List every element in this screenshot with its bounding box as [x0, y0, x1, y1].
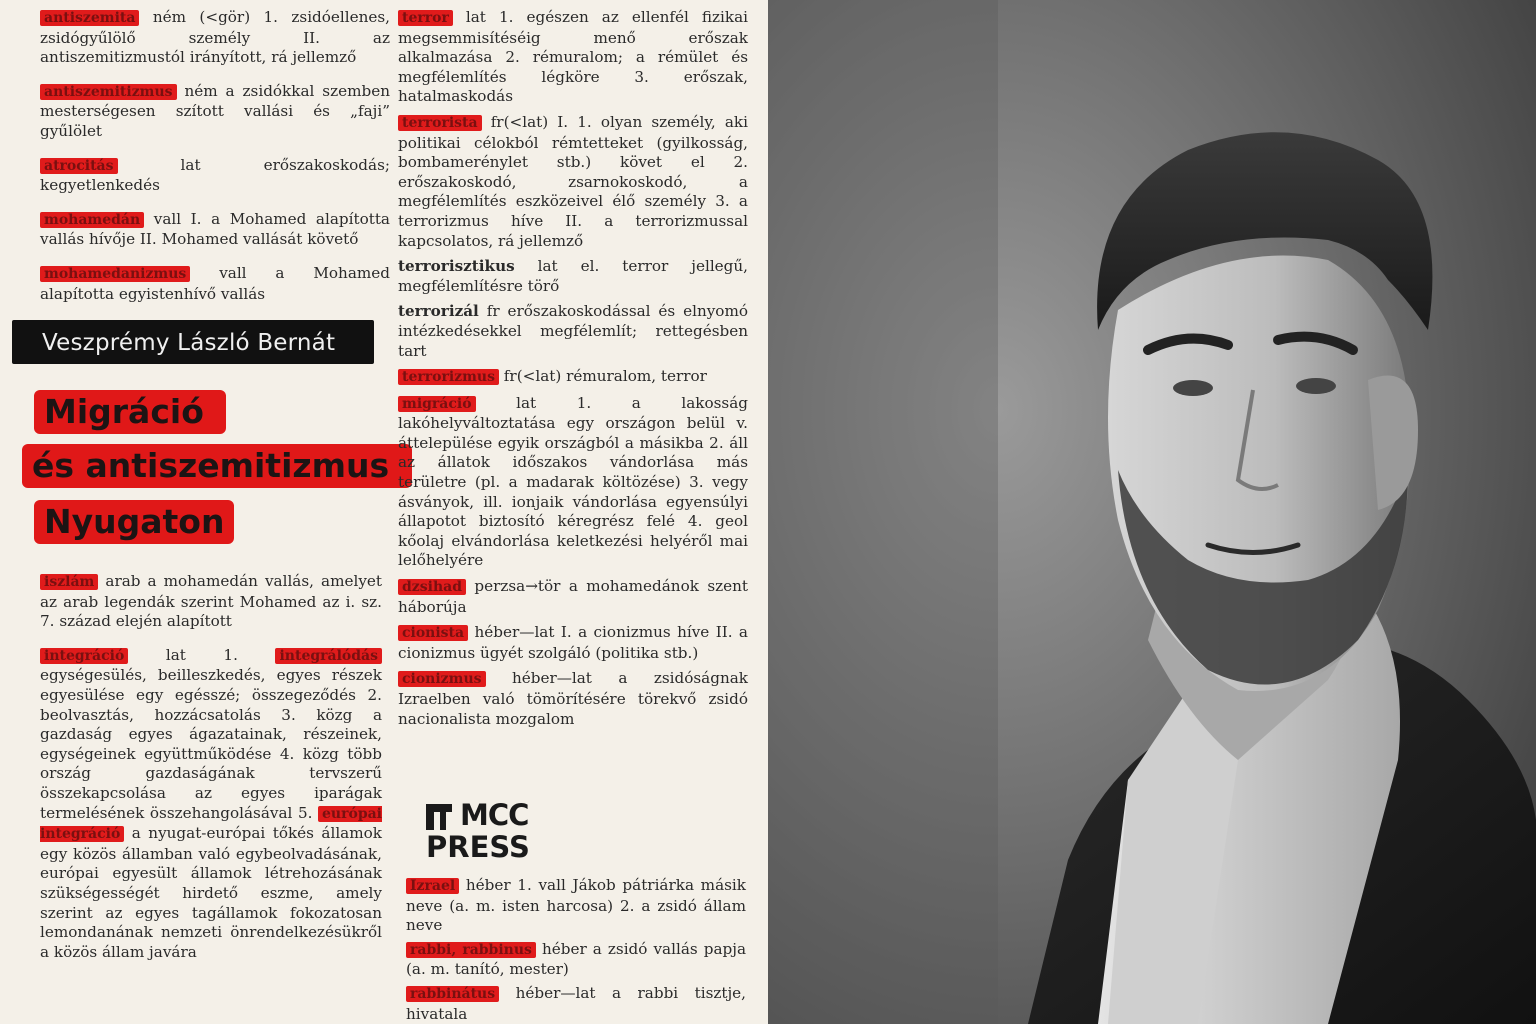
dictionary-term: mohamedanizmus — [40, 266, 190, 282]
dictionary-definition: lat el. terror jellegű, megfélemlítésre törő — [398, 257, 748, 295]
dictionary-entry — [398, 113, 748, 251]
dictionary-column-right — [398, 8, 748, 735]
dictionary-definition: perzsa→tör a mohamedánok szent háborúja — [398, 577, 748, 616]
dictionary-column-right-lower — [406, 876, 746, 1024]
dictionary-entry — [406, 940, 746, 980]
dictionary-entry — [40, 82, 390, 142]
dictionary-definition: a nyugat-európai tőkés államok egy közös államban való egybeolvadásának, európai egyesült államok létrehozásának szükségességét hirdető eszme, amely szerint az egyes tagállamok fokozatosan lemondanának nemzeti önrendelkezésükről a közös állam javára — [40, 824, 382, 961]
dictionary-entry — [40, 572, 382, 632]
dictionary-term: európai integráció — [40, 805, 382, 843]
dictionary-definition: lat 1. — [128, 645, 276, 664]
dictionary-entry — [398, 257, 748, 296]
dictionary-entry — [398, 394, 748, 571]
dictionary-entry — [40, 210, 390, 250]
portrait-illustration — [768, 0, 1536, 1024]
dictionary-definition: vall I. a Mohamed alapította vallás hívője II. Mohamed vallását követő — [40, 209, 390, 249]
portrait-photo — [768, 0, 1536, 1024]
dictionary-definition: lat erőszakoskodás; kegyetlenkedés — [40, 155, 390, 195]
dictionary-definition: fr(<lat) I. 1. olyan személy, aki politikai célokból rémtetteket (gyilkosság, bombamerénylet stb.) követ el 2. erőszakoskodó, zsarnokoskodó, a megfélemlítés eszközeivel élő személy 3. a terrorizmus híve II. a terrorizmussal kapcsolatos, rá jellemző — [398, 112, 748, 250]
dictionary-term: mohamedán — [40, 212, 144, 228]
dictionary-definition: arab a mohamedán vallás, amelyet az arab legendák szerint Mohamed az i. sz. 7. század elején alapított — [40, 572, 382, 631]
dictionary-entry — [398, 623, 748, 663]
publisher-mark-text: MCC — [460, 798, 529, 832]
dictionary-entry — [398, 577, 748, 617]
dictionary-term: integrálódás — [275, 648, 382, 664]
dictionary-definition: héber—lat I. a cionizmus híve II. a cionizmus ügyét szolgáló (politika stb.) — [398, 623, 748, 662]
dictionary-term: atrocitás — [40, 158, 118, 174]
dictionary-column-left-lower — [40, 572, 382, 976]
dictionary-definition: egységesülés, beilleszkedés, egyes részek egyesülése egy egésszé; összegeződés 2. beolvasztás, hozzácsatolás 3. közg a gazdaság egyes ágazatainak, részeinek, egységeinek együttműködése 4. közg több ország gazdaságának tervszerű összekapcsolása az egyes iparágak termelésének összehangolásával 5. — [40, 666, 382, 822]
dictionary-entry — [406, 876, 746, 936]
dictionary-definition: héber a zsidó vallás papja (a. m. tanító, mester) — [406, 939, 746, 979]
title-line-3: Nyugaton — [34, 500, 234, 544]
dictionary-entry — [398, 302, 748, 361]
dictionary-term: terrorizál — [398, 302, 479, 321]
dictionary-term: dzsihad — [398, 579, 466, 595]
publisher-logo — [426, 800, 556, 864]
dictionary-term: antiszemita — [40, 10, 139, 26]
title-line-2: és antiszemitizmus — [22, 444, 412, 488]
dictionary-definition: ném (<gör) 1. zsidóellenes, zsidógyűlölő személy II. az antiszemitizmustól irányított, rá jellemző — [40, 8, 390, 67]
author-name: Veszprémy László Bernát — [42, 330, 336, 356]
dictionary-term: terrorizmus — [398, 369, 499, 385]
dictionary-entry — [40, 156, 390, 196]
dictionary-term: terrorisztikus — [398, 257, 515, 276]
dictionary-entry — [40, 8, 390, 68]
dictionary-term: iszlám — [40, 574, 98, 590]
dictionary-term: cionista — [398, 625, 468, 641]
dictionary-definition: héber—lat a zsidóságnak Izraelben való tömörítésére törekvő zsidó nacionalista mozgalom — [398, 669, 748, 728]
dictionary-definition: héber 1. vall Jákob pátriárka másik neve (a. m. isten harcosa) 2. a zsidó állam neve — [406, 876, 746, 935]
title-line-1: Migráció — [34, 390, 226, 434]
dictionary-entry — [398, 367, 748, 388]
dictionary-entry — [398, 669, 748, 729]
dictionary-definition: fr erőszakoskodással és elnyomó intézkedésekkel megfélemlít; rettegésben tart — [398, 302, 748, 360]
publisher-name: PRESS — [426, 830, 530, 864]
dictionary-term: cionizmus — [398, 671, 486, 687]
dictionary-term: integráció — [40, 648, 128, 664]
dictionary-term: terror — [398, 10, 453, 26]
dictionary-entry — [406, 984, 746, 1024]
dictionary-definition: fr(<lat) rémuralom, terror — [498, 367, 707, 386]
dictionary-definition: lat 1. egészen az ellenfél fizikai megsemmisítéséig menő erőszak alkalmazása 2. rémuralom; a rémület és megfélemlítés légköre 3. erőszak, hatalmaskodás — [398, 8, 748, 106]
dictionary-column-left — [40, 8, 390, 318]
dictionary-entry — [40, 264, 390, 304]
dictionary-entry — [398, 8, 748, 107]
dictionary-definition: héber—lat a rabbi tisztje, hivatala — [406, 983, 746, 1023]
publisher-mark-icon — [426, 804, 452, 830]
dictionary-term: Izrael — [406, 878, 459, 894]
dictionary-term: antiszemitizmus — [40, 84, 177, 100]
dictionary-term: rabbinátus — [406, 986, 499, 1002]
dictionary-definition: vall a Mohamed alapította egyistenhívő vallás — [40, 263, 390, 303]
dictionary-definition: ném a zsidókkal szemben mesterségesen szított vallási és „faji” gyűlölet — [40, 81, 390, 140]
dictionary-term: rabbi, rabbinus — [406, 942, 536, 958]
entries-left-upper — [40, 8, 390, 304]
dictionary-term: migráció — [398, 396, 476, 412]
dictionary-term: terrorista — [398, 115, 482, 131]
dictionary-definition: lat 1. a lakosság lakóhelyváltoztatása egy országon belül v. áttelepülése egyik országból a másikba 2. áll az állatok időszakos vándorlása más területre (pl. a madarak költözése) 3. vegy ásványok, ill. ionjaik vándorlása egyensúlyi állapotot biztosító kéregrész felé 4. geol kőolaj elvándorlása keletkezési helyéről mai lelőhelyére — [398, 393, 748, 570]
dictionary-entry — [40, 646, 382, 963]
